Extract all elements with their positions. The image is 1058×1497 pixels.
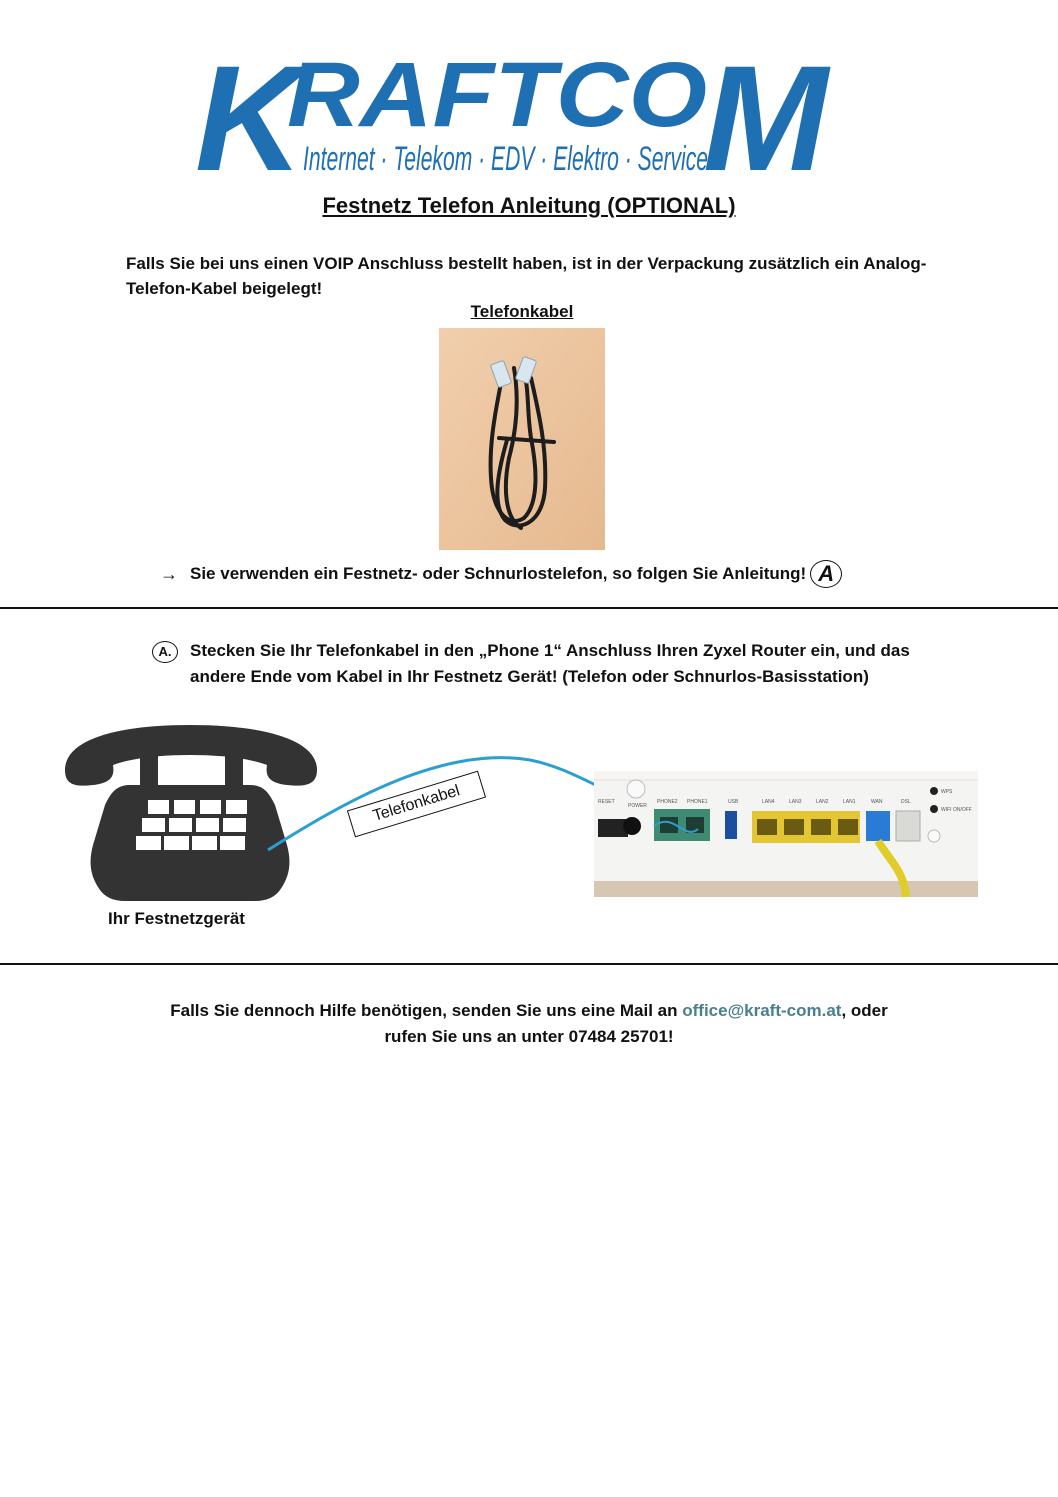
telephone-cable-photo [439, 328, 605, 550]
svg-text:PHONE1: PHONE1 [687, 799, 708, 805]
svg-text:PHONE2: PHONE2 [657, 799, 678, 805]
help-email-link[interactable]: office@kraft-com.at [682, 1001, 842, 1020]
router-photo [594, 771, 978, 897]
svg-text:WAN: WAN [871, 799, 883, 805]
svg-text:K: K [195, 34, 304, 202]
page-title: Festnetz Telefon Anleitung (OPTIONAL) [322, 193, 736, 218]
cable-caption: Telefonkabel [470, 302, 574, 321]
svg-text:POWER: POWER [628, 803, 647, 809]
svg-text:DSL: DSL [901, 799, 911, 805]
intro-text: Falls Sie bei uns einen VOIP Anschluss bestellt haben, ist in der Verpackung zusätzlich ein Analog-Telefon-Kabel beigelegt! [126, 254, 927, 298]
help-line1-before: Falls Sie dennoch Hilfe benötigen, senden Sie uns eine Mail an [170, 1001, 683, 1020]
step-a-text: Stecken Sie Ihr Telefonkabel in den „Phone 1“ Anschluss Ihren Zyxel Router ein, und das andere Ende vom Kabel in Ihr Festnetz Gerät! (Telefon oder Schnurlos-Basisstation) [190, 641, 910, 686]
svg-text:WIFI ON/OFF: WIFI ON/OFF [941, 807, 972, 813]
help-line1-after: , oder [841, 1001, 888, 1020]
svg-text:LAN4: LAN4 [762, 799, 775, 805]
divider-top [0, 607, 1058, 609]
svg-text:M: M [703, 34, 828, 202]
help-line2: rufen Sie uns an unter 07484 25701! [384, 1027, 674, 1046]
instruction-text: Sie verwenden ein Festnetz- oder Schnurlostelefon, so folgen Sie Anleitung! [190, 564, 807, 583]
instruction-line [160, 560, 842, 588]
svg-text:RESET: RESET [598, 799, 615, 805]
svg-text:WPS: WPS [941, 789, 953, 795]
step-a-badge: A. [152, 641, 178, 663]
phone-caption: Ihr Festnetzgerät [108, 909, 245, 928]
svg-text:Internet · Telekom · EDV · Ele: Internet · Telekom · EDV · Elektro · Service [303, 140, 708, 178]
svg-text:LAN3: LAN3 [789, 799, 802, 805]
help-text [0, 998, 1058, 1050]
svg-text:RAFTCO: RAFTCO [287, 44, 707, 146]
kraftcom-logo [195, 34, 860, 202]
svg-text:LAN1: LAN1 [843, 799, 856, 805]
divider-bottom [0, 963, 1058, 965]
svg-text:LAN2: LAN2 [816, 799, 829, 805]
cable-label: Telefonkabel [347, 771, 486, 838]
svg-text:USB: USB [728, 799, 739, 805]
step-a-marker: A [810, 560, 842, 588]
right-arrow-icon: → [160, 563, 178, 584]
